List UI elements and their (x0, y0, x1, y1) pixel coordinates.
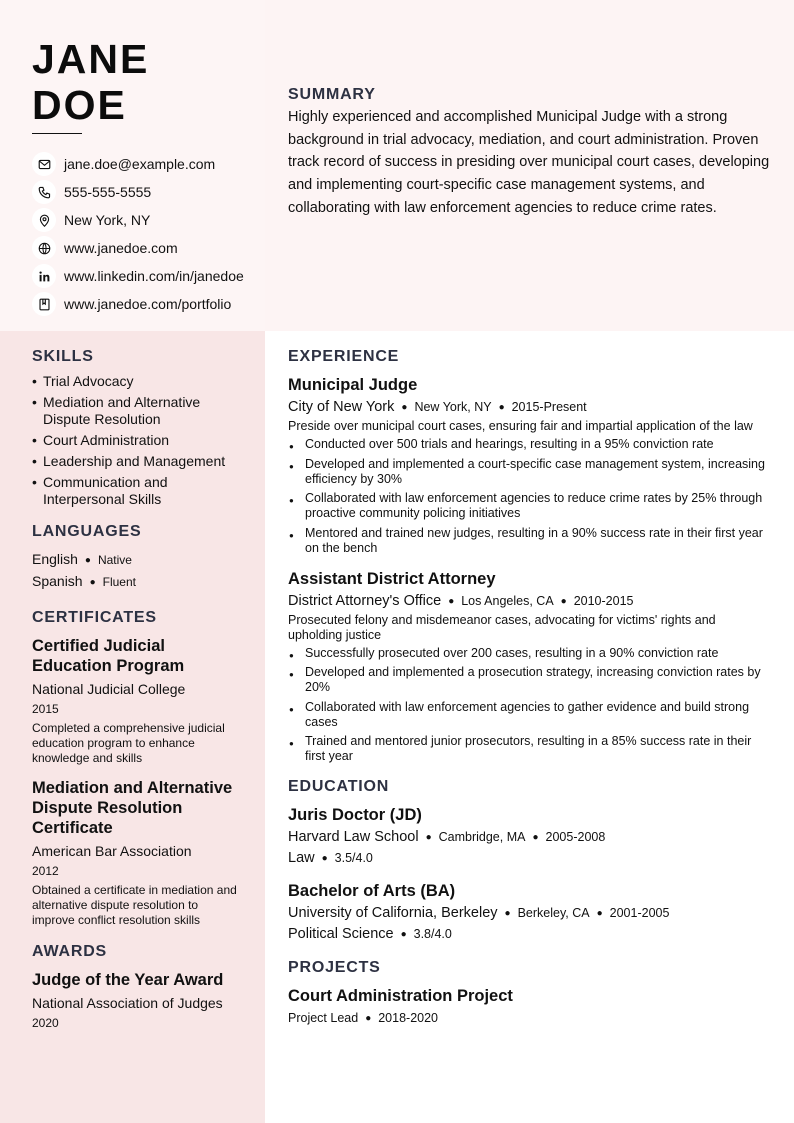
separator-dot: ● (532, 832, 539, 843)
summary-heading: SUMMARY (288, 86, 376, 103)
certificate-year: 2015 (32, 702, 59, 716)
award-issuer: National Association of Judges (32, 995, 223, 1011)
separator-dot: ● (448, 595, 455, 607)
certificates-section (32, 609, 237, 928)
skills-list (32, 373, 237, 508)
experience-section (288, 348, 772, 764)
summary-section (288, 86, 772, 220)
separator-dot: ● (596, 908, 603, 919)
job-description: Preside over municipal court cases, ensuring fair and impartial application of the law (288, 419, 753, 433)
languages-heading: LANGUAGES (32, 523, 142, 540)
achievement-item: ● Collaborated with law enforcement agencies to reduce crime rates by 25% through proactive community policing initiatives (288, 491, 772, 521)
projects-heading: PROJECTS (288, 959, 381, 976)
certificate-item (32, 636, 237, 766)
location-text: New York, NY (64, 212, 151, 228)
certificate-year: 2012 (32, 864, 59, 878)
education-entry (288, 881, 772, 944)
portfolio-text: www.janedoe.com/portfolio (64, 296, 232, 312)
separator-dot: ● (321, 853, 328, 864)
linkedin-icon (32, 264, 56, 288)
contact-website[interactable] (32, 234, 244, 262)
skills-heading: SKILLS (32, 348, 94, 365)
separator-dot: ● (84, 555, 91, 566)
awards-heading: AWARDS (32, 943, 108, 960)
certificate-issuer: American Bar Association (32, 843, 192, 859)
job-description: Prosecuted felony and misdemeanor cases, advocating for victims' rights and upholding justice (288, 612, 716, 642)
candidate-name (32, 36, 149, 128)
certificate-description: Completed a comprehensive judicial education program to enhance knowledge and skills (32, 721, 225, 765)
field-of-study: Law (288, 850, 315, 866)
job-organization: City of New York (288, 399, 395, 415)
award-item (32, 970, 237, 1031)
awards-section (32, 943, 237, 1031)
certificate-item (32, 778, 237, 928)
language-level: Fluent (102, 575, 136, 589)
separator-dot: ● (89, 577, 96, 588)
gpa: 3.8/4.0 (413, 927, 452, 941)
email-text: jane.doe@example.com (64, 156, 216, 172)
project-dates: 2018-2020 (378, 1011, 439, 1025)
degree-title: Bachelor of Arts (BA) (288, 882, 456, 900)
globe-icon (32, 236, 56, 260)
separator-dot: ● (400, 929, 407, 940)
language-level: Native (97, 553, 132, 567)
education-field-row (288, 849, 772, 868)
achievement-item: ● Developed and implemented a prosecution strategy, increasing conviction rates by 20% (288, 665, 772, 695)
certificate-title: Mediation and Alternative Dispute Resolution Certificate (32, 779, 233, 837)
skill-item: • Trial Advocacy (32, 373, 237, 390)
achievement-item: ● Developed and implemented a court-specific case management system, increasing efficiency by 30% (288, 457, 772, 487)
education-heading: EDUCATION (288, 778, 390, 795)
separator-dot: ● (498, 402, 505, 413)
contact-email[interactable] (32, 150, 244, 178)
award-title: Judge of the Year Award (32, 971, 224, 989)
job-achievements (288, 646, 772, 765)
language-name: Spanish (32, 573, 83, 589)
language-row (32, 571, 237, 593)
website-text: www.janedoe.com (64, 240, 178, 256)
separator-dot: ● (425, 832, 432, 843)
contact-portfolio[interactable] (32, 290, 244, 318)
field-of-study: Political Science (288, 926, 394, 942)
job-location: New York, NY (414, 400, 492, 414)
map-pin-icon (32, 208, 56, 232)
certificate-title: Certified Judicial Education Program (32, 637, 185, 675)
left-column (32, 348, 237, 1031)
experience-heading: EXPERIENCE (288, 348, 400, 365)
education-dates: 2005-2008 (545, 830, 606, 844)
mail-icon (32, 152, 56, 176)
contact-linkedin[interactable] (32, 262, 244, 290)
skill-item: • Court Administration (32, 432, 237, 449)
job-title: Municipal Judge (288, 376, 418, 394)
projects-section (288, 959, 772, 1028)
first-name: JANE (32, 36, 150, 82)
school-location: Cambridge, MA (438, 830, 526, 844)
phone-icon (32, 180, 56, 204)
project-title: Court Administration Project (288, 987, 513, 1005)
skills-section (32, 348, 237, 508)
achievement-item: ● Collaborated with law enforcement agencies to gather evidence and build strong cases (288, 700, 772, 730)
job-dates: 2010-2015 (573, 593, 634, 608)
job-achievements (288, 437, 772, 556)
project-entry (288, 986, 772, 1028)
separator-dot: ● (504, 908, 511, 919)
school-name: Harvard Law School (288, 829, 419, 845)
name-divider (32, 133, 82, 134)
achievement-item: ● Trained and mentored junior prosecutors, resulting in a 85% success rate in their first year (288, 734, 772, 764)
last-name: DOE (32, 82, 127, 128)
skill-item: • Mediation and Alternative Dispute Resolution (32, 394, 237, 428)
job-title: Assistant District Attorney (288, 569, 496, 588)
achievement-item: ● Conducted over 500 trials and hearings, resulting in a 95% conviction rate (288, 437, 772, 452)
education-section (288, 778, 772, 944)
degree-title: Juris Doctor (JD) (288, 806, 422, 824)
job-entry (288, 375, 772, 556)
education-dates: 2001-2005 (609, 906, 670, 920)
job-meta (288, 592, 772, 611)
job-dates: 2015-Present (511, 400, 587, 414)
achievement-item: ● Mentored and trained new judges, resulting in a 90% success rate in their first year on the bench (288, 526, 772, 556)
achievement-item: ● Successfully prosecuted over 200 cases, resulting in a 90% conviction rate (288, 646, 772, 661)
education-meta (288, 828, 772, 847)
job-meta (288, 398, 772, 417)
school-name: University of California, Berkeley (288, 905, 498, 921)
education-meta (288, 904, 772, 923)
language-name: English (32, 551, 78, 567)
school-location: Berkeley, CA (517, 906, 590, 920)
separator-dot: ● (401, 402, 408, 413)
project-meta (288, 1009, 772, 1028)
separator-dot: ● (560, 595, 567, 607)
project-role: Project Lead (288, 1011, 359, 1025)
job-organization: District Attorney's Office (288, 592, 442, 609)
portfolio-icon (32, 292, 56, 316)
certificate-description: Obtained a certificate in mediation and alternative dispute resolution to improve conflict resolution skills (32, 883, 237, 927)
skill-item: • Communication and Interpersonal Skills (32, 474, 237, 508)
contact-location (32, 206, 244, 234)
languages-section (32, 523, 237, 593)
contact-phone[interactable] (32, 178, 244, 206)
gpa: 3.5/4.0 (334, 851, 373, 865)
job-entry (288, 569, 772, 765)
separator-dot: ● (365, 1013, 372, 1024)
certificates-heading: CERTIFICATES (32, 609, 157, 626)
linkedin-text: www.linkedin.com/in/janedoe (64, 268, 244, 284)
skill-item: • Leadership and Management (32, 453, 237, 470)
job-location: Los Angeles, CA (461, 593, 554, 608)
phone-text: 555-555-5555 (64, 184, 152, 200)
summary-text: Highly experienced and accomplished Municipal Judge with a strong background in trial advocacy, mediation, and court administration. Proven track record of success in presiding over municipal court cases, developing and implementing court-specific case management systems, and collaborating with law enforcement agencies to reduce crime rates. (288, 109, 770, 216)
education-field-row (288, 925, 772, 944)
certificate-issuer: National Judicial College (32, 681, 186, 697)
contact-list (32, 150, 244, 318)
right-column (288, 348, 772, 1028)
language-row (32, 549, 237, 571)
award-year: 2020 (32, 1016, 59, 1030)
education-entry (288, 805, 772, 868)
